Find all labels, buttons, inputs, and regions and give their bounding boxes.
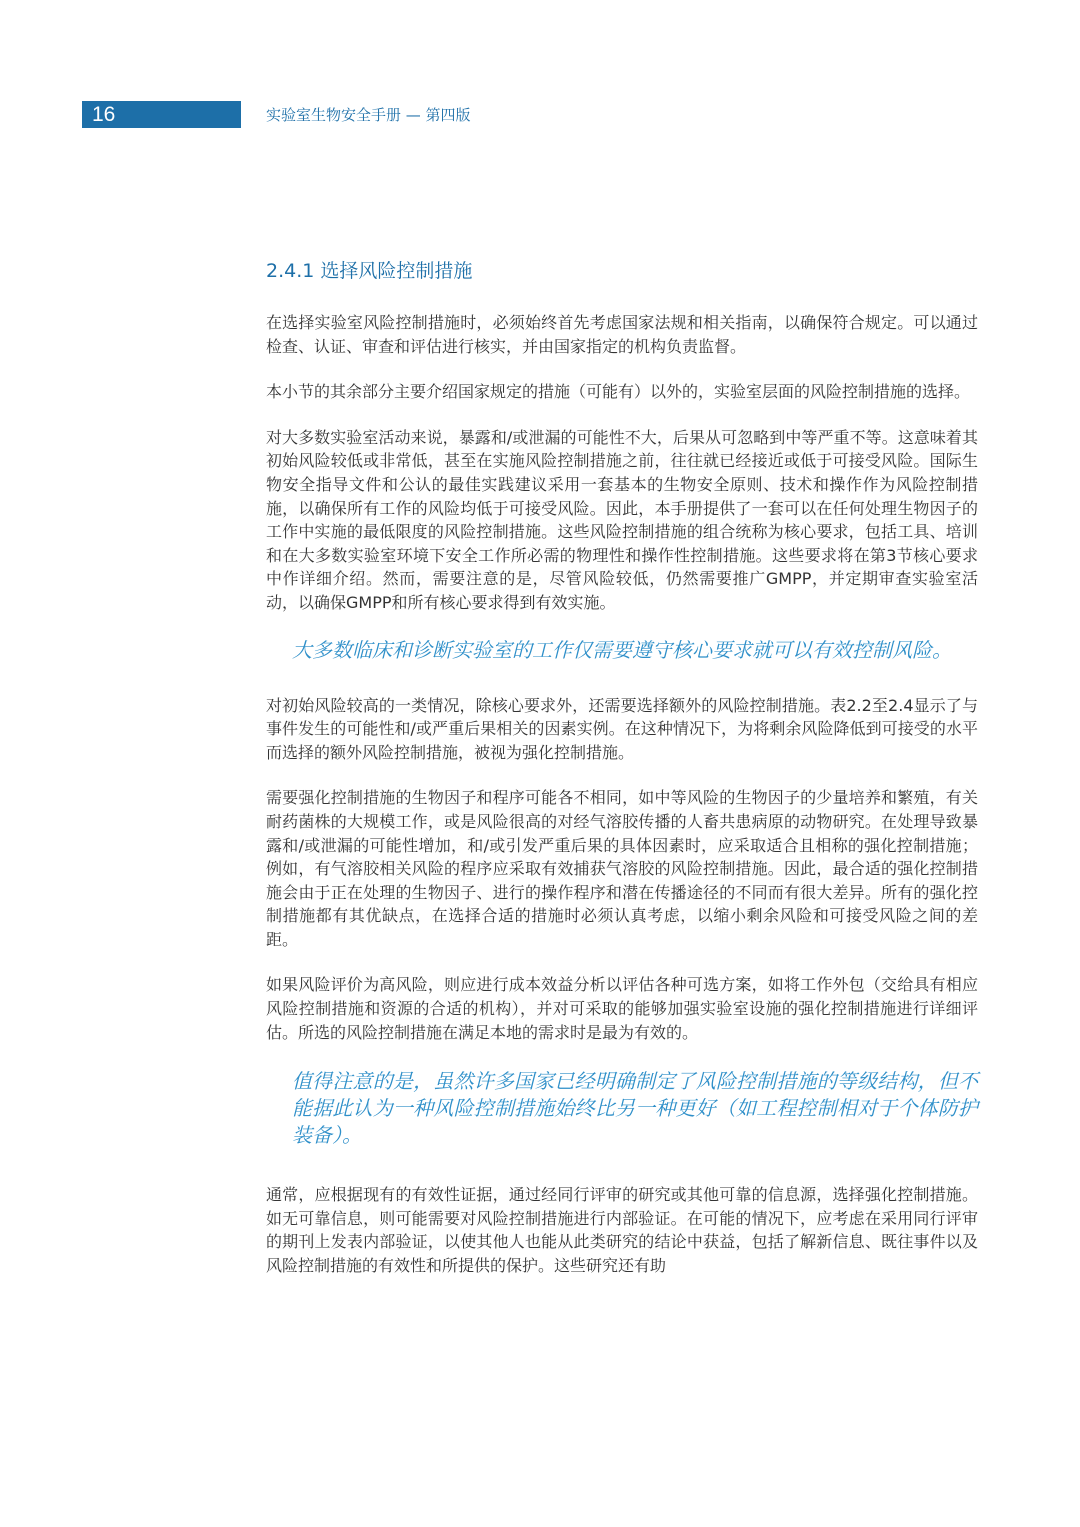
paragraph-5: 需要强化控制措施的生物因子和程序可能各不相同，如中等风险的生物因子的少量培养和繁殖，有关耐药菌株的大规模工作，或是风险很高的对经气溶胶传播的人畜共患病原的动物研究。在处理导致暴露和/或泄漏的可能性增加，和/或引发严重后果的具体因素时，应采取适合且相称的强化控制措施；例如，有气溶胶相关风险的程序应采取有效捕获气溶胶的风险控制措施。因此，最合适的强化控制措施会由于正在处理的生物因子、进行的操作程序和潜在传播途径的不同而有很大差异。所有的强化控制措施都有其优缺点，在选择合适的措施时必须认真考虑，以缩小剩余风险和可接受风险之间的差距。 <box>266 788 978 949</box>
paragraph-6: 如果风险评价为高风险，则应进行成本效益分析以评估各种可选方案，如将工作外包（交给具有相应风险控制措施和资源的合适的机构），并对可采取的能够加强实验室设施的强化控制措施进行详细评估。所选的风险控制措施在满足本地的需求时是最为有效的。 <box>266 975 978 1042</box>
paragraph-7: 通常，应根据现有的有效性证据，通过经同行评审的研究或其他可靠的信息源，选择强化控制措施。如无可靠信息，则可能需要对风险控制措施进行内部验证。在可能的情况下，应考虑在采用同行评审的期刊上发表内部验证，以使其他人也能从此类研究的结论中获益，包括了解新信息、既往事件以及风险控制措施的有效性和所提供的保护。这些研究还有助 <box>266 1185 978 1276</box>
paragraph-4: 对初始风险较高的一类情况，除核心要求外，还需要选择额外的风险控制措施。表2.2至2.4显示了与事件发生的可能性和/或严重后果相关的因素实例。在这种情况下，为将剩余风险降低到可接受的水平而选择的额外风险控制措施，被视为强化控制措施。 <box>266 695 978 762</box>
paragraph-2: 本小节的其余部分主要介绍国家规定的措施（可能有）以外的，实验室层面的风险控制措施的选择。 <box>266 382 971 402</box>
callout-2: 值得注意的是，虽然许多国家已经明确制定了风险控制措施的等级结构，但不能据此认为一种风险控制措施始终比另一种更好（如工程控制相对于个体防护装备）。 <box>292 1069 978 1148</box>
callout-1: 大多数临床和诊断实验室的工作仅需要遵守核心要求就可以有效控制风险。 <box>292 637 952 662</box>
paragraph-1: 在选择实验室风险控制措施时，必须始终首先考虑国家法规和相关指南，以确保符合规定。可以通过检查、认证、审查和评估进行核实，并由国家指定的机构负责监督。 <box>266 313 978 356</box>
page-number: 16 <box>92 103 116 126</box>
running-title: 实验室生物安全手册 — 第四版 <box>266 106 471 124</box>
page-content <box>266 257 978 1300</box>
paragraph-3: 对大多数实验室活动来说，暴露和/或泄漏的可能性不大，后果从可忽略到中等严重不等。这意味着其初始风险较低或非常低，甚至在实施风险控制措施之前，往往就已经接近或低于可接受风险。国际生物安全指导文件和公认的最佳实践建议采用一套基本的生物安全原则、技术和操作作为风险控制措施，以确保所有工作的风险均低于可接受风险。因此，本手册提供了一套可以在任何处理生物因子的工作中实施的最低限度的风险控制措施。这些风险控制措施的组合统称为核心要求，包括工具、培训和在大多数实验室环境下安全工作所必需的物理性和操作性控制措施。这些要求将在第3节核心要求中作详细介绍。然而，需要注意的是，尽管风险较低，仍然需要推广GMPP，并定期审查实验室活动，以确保GMPP和所有核心要求得到有效实施。 <box>266 427 978 612</box>
section-heading: 2.4.1 选择风险控制措施 <box>266 260 473 282</box>
